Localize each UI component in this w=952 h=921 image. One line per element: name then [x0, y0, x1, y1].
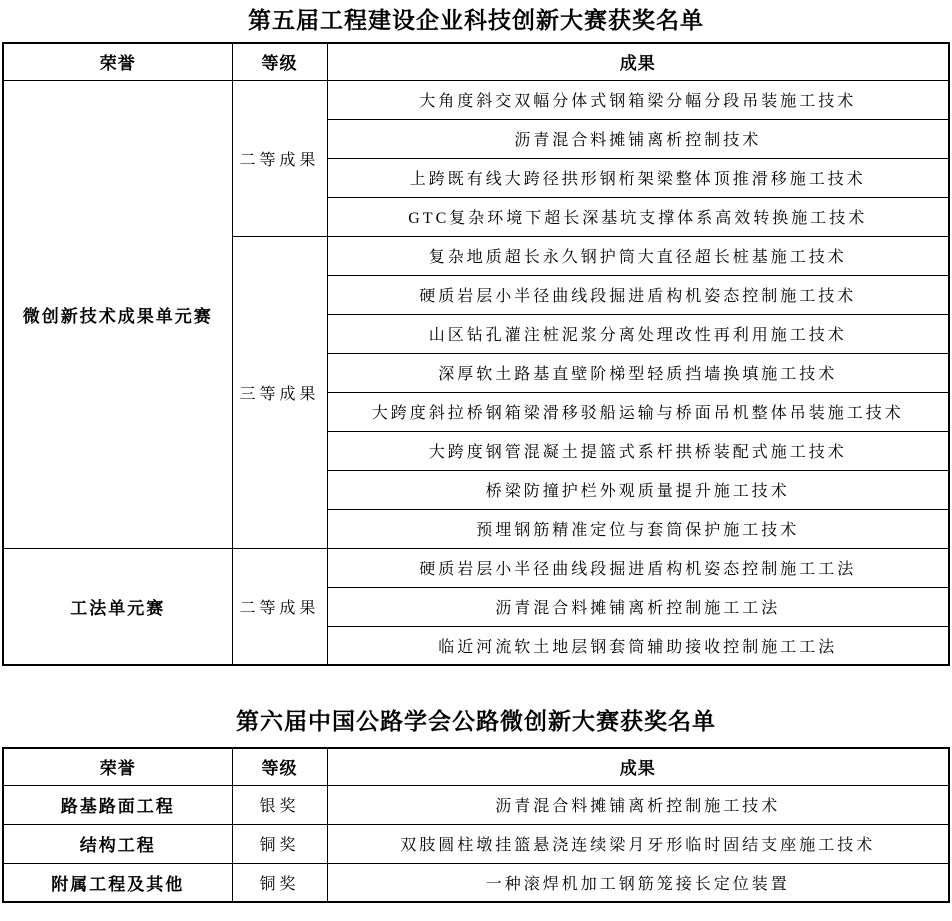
table-row — [3, 548, 949, 587]
result-cell: 预埋钢筋精准定位与套筒保护施工技术 — [327, 509, 949, 548]
table1-header-result: 成果 — [327, 43, 949, 80]
table2-header-row — [3, 748, 949, 785]
level-cell-third-class: 三等成果 — [232, 236, 327, 548]
table2-header-honor: 荣誉 — [3, 748, 232, 785]
honor-cell-micro-innovation-unit: 微创新技术成果单元赛 — [3, 80, 232, 548]
result-cell: 沥青混合料摊铺离析控制施工工法 — [327, 587, 949, 626]
level-cell-silver-award: 银奖 — [232, 785, 327, 824]
result-cell: 深厚软土路基直壁阶梯型轻质挡墙换填施工技术 — [327, 353, 949, 392]
honor-cell-construction-method-unit: 工法单元赛 — [3, 548, 232, 665]
table-row — [3, 785, 949, 824]
result-cell: 沥青混合料摊铺离析控制施工技术 — [327, 785, 949, 824]
table-row — [3, 863, 949, 902]
result-cell: 双肢圆柱墩挂篮悬浇连续梁月牙形临时固结支座施工技术 — [327, 824, 949, 863]
result-cell: 山区钻孔灌注桩泥浆分离处理改性再利用施工技术 — [327, 314, 949, 353]
result-cell: 桥梁防撞护栏外观质量提升施工技术 — [327, 470, 949, 509]
result-cell: 沥青混合料摊铺离析控制技术 — [327, 119, 949, 158]
result-cell: 上跨既有线大跨径拱形钢桁架梁整体顶推滑移施工技术 — [327, 158, 949, 197]
honor-cell-auxiliary-works: 附属工程及其他 — [3, 863, 232, 902]
table1-header-row — [3, 43, 949, 80]
table2-title: 第六届中国公路学会公路微创新大赛获奖名单 — [236, 709, 716, 734]
result-cell: 临近河流软土地层钢套筒辅助接收控制施工工法 — [327, 626, 949, 665]
level-cell-bronze-award: 铜奖 — [232, 824, 327, 863]
table2-header-result: 成果 — [327, 748, 949, 785]
level-cell-bronze-award: 铜奖 — [232, 863, 327, 902]
honor-cell-roadbed-pavement: 路基路面工程 — [3, 785, 232, 824]
table2-header-level: 等级 — [232, 748, 327, 785]
result-cell: 大跨度钢管混凝土提篮式系杆拱桥装配式施工技术 — [327, 431, 949, 470]
table-row — [3, 824, 949, 863]
result-cell: 大角度斜交双幅分体式钢箱梁分幅分段吊装施工技术 — [327, 80, 949, 119]
honor-cell-structural-engineering: 结构工程 — [3, 824, 232, 863]
result-cell: 大跨度斜拉桥钢箱梁滑移驳船运输与桥面吊机整体吊装施工技术 — [327, 392, 949, 431]
table1-header-level: 等级 — [232, 43, 327, 80]
result-cell: 硬质岩层小半径曲线段掘进盾构机姿态控制施工技术 — [327, 275, 949, 314]
level-cell-second-class-method: 二等成果 — [232, 548, 327, 665]
table1-title: 第五届工程建设企业科技创新大赛获奖名单 — [248, 8, 704, 33]
table1-header-honor: 荣誉 — [3, 43, 232, 80]
result-cell: 硬质岩层小半径曲线段掘进盾构机姿态控制施工工法 — [327, 548, 949, 587]
result-cell: 复杂地质超长永久钢护筒大直径超长桩基施工技术 — [327, 236, 949, 275]
result-cell: 一种滚焊机加工钢筋笼接长定位装置 — [327, 863, 949, 902]
level-cell-second-class: 二等成果 — [232, 80, 327, 236]
table-row — [3, 80, 949, 119]
award-table-5th-competition — [2, 42, 950, 666]
result-cell: GTC复杂环境下超长深基坑支撑体系高效转换施工技术 — [327, 197, 949, 236]
award-table-6th-competition — [2, 747, 950, 903]
